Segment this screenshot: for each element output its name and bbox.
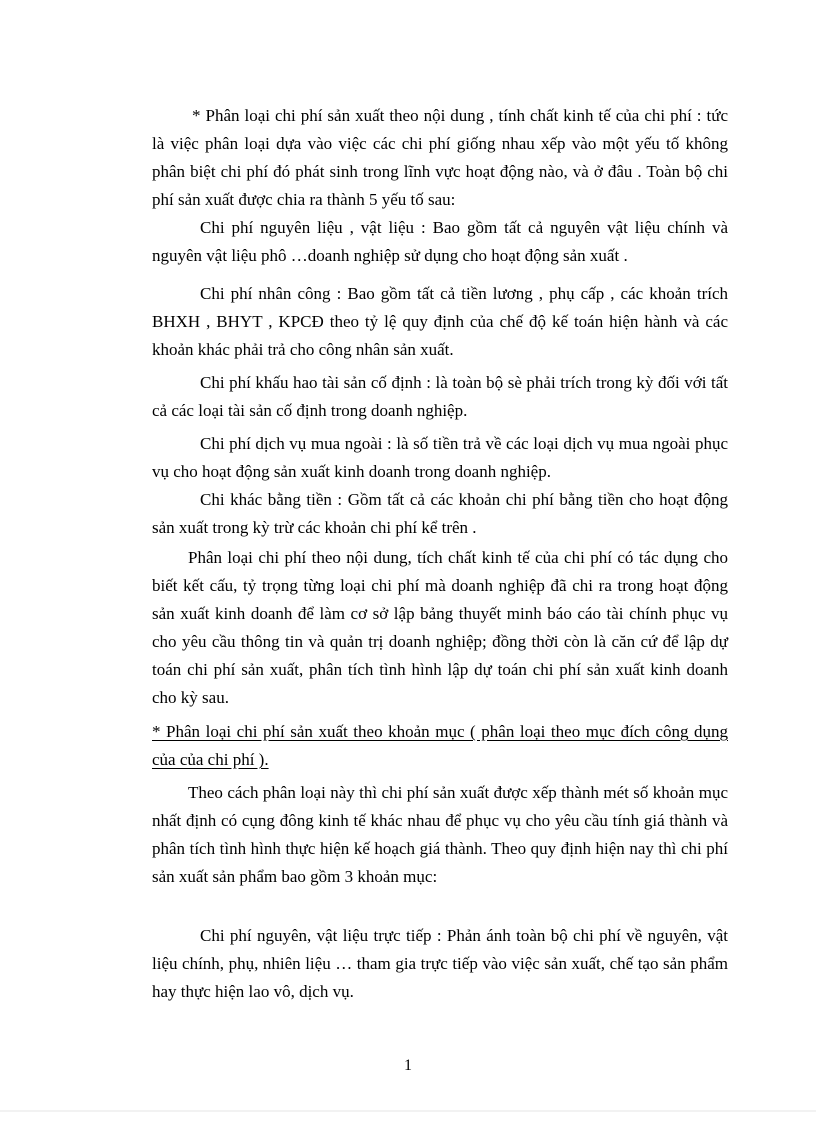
- paragraph-cost-by-nature-intro: * Phân loại chi phí sản xuất theo nội dung , tính chất kinh tế của chi phí : tức là việc phân loại dựa vào việc các chi phí giống nhau xếp vào một yếu tố không phân biệt chi phí đó phát sinh trong lĩnh vực hoạt động nào, và ở đâu . Toàn bộ chi phí sản xuất được chia ra thành 5 yếu tố sau:: [152, 106, 728, 209]
- paragraph-labor-cost: Chi phí nhân công : Bao gồm tất cả tiền lương , phụ cấp , các khoản trích BHXH , BHYT , KPCĐ theo tỷ lệ quy định của chế độ kế toán hiện hành và các khoản khác phải trả cho công nhân sản xuất.: [152, 284, 728, 359]
- paragraph-direct-material-cost: Chi phí nguyên, vật liệu trực tiếp : Phản ánh toàn bộ chi phí về nguyên, vật liệu chính, phụ, nhiên liệu … tham gia trực tiếp vào việc sản xuất, chế tạo sản phẩm hay thực hiện lao vô, dịch vụ.: [152, 926, 728, 1001]
- paragraph-classification-purpose: Phân loại chi phí theo nội dung, tích chất kinh tế của chi phí có tác dụng cho biết kết cấu, tỷ trọng từng loại chi phí mà doanh nghiệp đã chi ra trong hoạt động sản xuất kinh doanh để làm cơ sở lập bảng thuyết minh báo cáo tài chính phục vụ cho yêu cầu thông tin và quản trị doanh nghiệp; đồng thời còn là căn cứ để lập dự toán chi phí sản xuất, phân tích tình hình lập dự toán chi phí sản xuất kinh doanh cho kỳ sau.: [152, 548, 728, 707]
- paragraph-depreciation-cost: Chi phí khấu hao tài sản cố định : là toàn bộ sè phải trích trong kỳ đối với tất cả các loại tài sản cố định trong doanh nghiệp.: [152, 373, 728, 420]
- paragraph-cost-by-item-intro: Theo cách phân loại này thì chi phí sản xuất được xếp thành mét số khoản mục nhất định có cụng đông kinh tế khác nhau để phục vụ cho yêu cầu tính giá thành và phân tích tình hình thực hiện kế hoạch giá thành. Theo quy định hiện nay thì chi phí sản xuất sản phẩm bao gồm 3 khoản mục:: [152, 783, 728, 886]
- section-heading-cost-by-item: * Phân loại chi phí sản xuất theo khoản mục ( phân loại theo mục đích công dụng của của chi phí ).: [152, 722, 728, 769]
- page-number: 1: [404, 1057, 412, 1074]
- page-bottom-edge: [0, 1110, 816, 1112]
- paragraph-material-cost: Chi phí nguyên liệu , vật liệu : Bao gồm tất cả nguyên vật liệu chính và nguyên vật liệu phô …doanh nghiệp sử dụng cho hoạt động sản xuất .: [152, 218, 728, 265]
- paragraph-other-cash-cost: Chi khác bằng tiền : Gồm tất cả các khoản chi phí bằng tiền cho hoạt động sản xuất trong kỳ trừ các khoản chi phí kể trên .: [152, 490, 728, 537]
- paragraph-outsourced-services-cost: Chi phí dịch vụ mua ngoài : là số tiền trả về các loại dịch vụ mua ngoài phục vụ cho hoạt động sản xuất kinh doanh trong doanh nghiệp.: [152, 434, 728, 481]
